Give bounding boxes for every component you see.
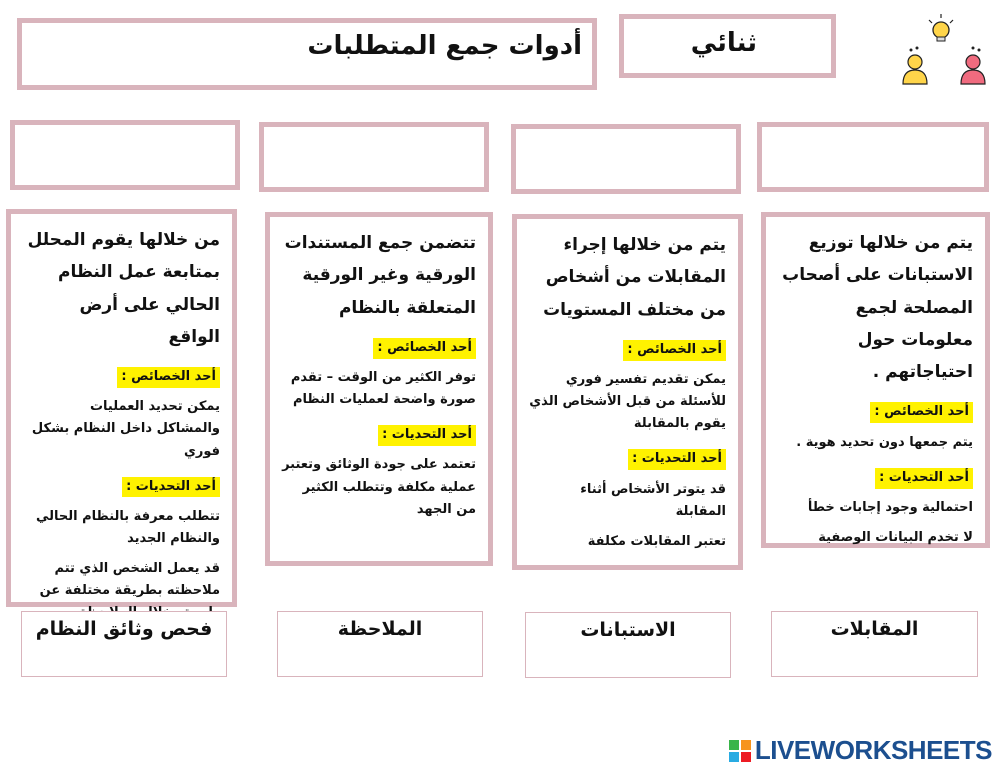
liveworksheets-logo-icon [729, 740, 751, 762]
drop-box-3[interactable] [259, 122, 489, 192]
feature-text: يمكن تحديد العمليات والمشاكل داخل النظام بشكل فوري [31, 399, 220, 459]
card-description: يتم من خلالها إجراء المقابلات من أشخاص من مختلف المستويات [543, 235, 726, 320]
pair-badge: ثنائي [690, 28, 757, 58]
feature-text: توفر الكثير من الوقت – تقدم صورة واضحة لعمليات النظام [290, 370, 476, 408]
card-documents [265, 212, 493, 566]
challenge-text: احتمالية وجود إجابات خطأ [807, 499, 973, 515]
challenge-text: قد يتوتر الأشخاص أثناء المقابلة [580, 481, 726, 519]
card-interviews [512, 214, 743, 570]
feature-text: يتم جمعها دون تحديد هوية . [796, 434, 973, 450]
challenge-text: قد يعمل الشخص الذي تتم ملاحظته بطريقة مختلفة عن [39, 561, 220, 599]
answer-tile-interviews[interactable]: المقابلات [771, 611, 978, 677]
people-idea-icon [895, 10, 995, 88]
answer-tile-questionnaires[interactable]: الاستبانات [525, 612, 731, 678]
challenge-text: لا تخدم البيانات الوصفية [818, 530, 973, 546]
drop-box-4[interactable] [10, 120, 240, 190]
challenge-label: أحد التحديات : [378, 425, 476, 446]
challenge-label: أحد التحديات : [875, 468, 973, 489]
feature-label: أحد الخصائص : [117, 367, 220, 388]
brand-text: LIVEWORKSHEETS [754, 735, 992, 765]
page-title: أدوات جمع المتطلبات [307, 31, 582, 61]
feature-label: أحد الخصائص : [870, 402, 973, 423]
feature-text: يمكن تقديم تفسير فوري للأسئلة من قبل الأشخاص الذي يقوم بالمقابلة [529, 372, 726, 432]
card-questionnaires [761, 212, 990, 548]
drop-box-1[interactable] [757, 122, 989, 192]
challenge-text: تتطلب معرفة بالنظام الحالي والنظام الجديد [35, 508, 220, 546]
drop-box-2[interactable] [511, 124, 741, 194]
feature-label: أحد الخصائص : [373, 338, 476, 359]
answer-tile-document-review[interactable]: فحص وثائق النظام [21, 611, 227, 677]
challenge-text: تعتبر المقابلات مكلفة [587, 533, 726, 549]
feature-label: أحد الخصائص : [623, 340, 726, 361]
answer-tile-observation[interactable]: الملاحظة [277, 611, 483, 677]
card-description: تتضمن جمع المستندات الورقية وغير الورقية المتعلقة بالنظام [284, 233, 476, 318]
card-description: يتم من خلالها توزيع الاستبانات على أصحاب المصلحة لجمع معلومات حول احتياجاتهم . [782, 233, 973, 383]
brand-logo [729, 735, 992, 766]
card-description: من خلالها يقوم المحلل بمتابعة عمل النظام الحالي على أرض الواقع [27, 230, 220, 347]
challenge-label: أحد التحديات : [628, 449, 726, 470]
challenge-label: أحد التحديات : [122, 477, 220, 498]
card-observation [6, 209, 237, 607]
challenge-text: تعتمد على جودة الوثائق وتعتبر عملية مكلفة وتتطلب الكثير من الجهد [282, 457, 476, 517]
